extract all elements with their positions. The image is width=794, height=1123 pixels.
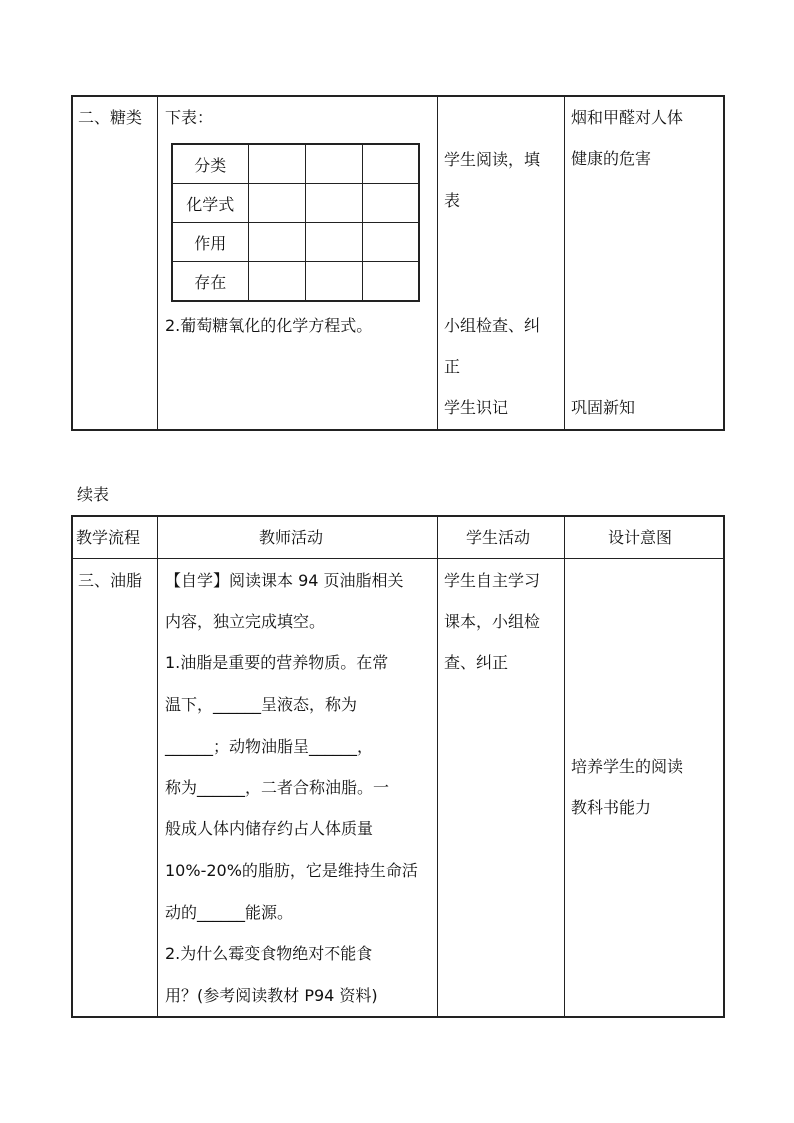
header-intent: 设计意图 (608, 528, 673, 547)
continue-label: 续表 (77, 485, 110, 504)
student-text: 学生阅读，填 (444, 150, 541, 169)
flow-label: 三、油脂 (78, 571, 143, 590)
teacher-line: 1.油脂是重要的营养物质。在常 (165, 653, 389, 672)
teacher-line: 动的______能源。 (165, 903, 294, 922)
teacher-line: 温下，______呈液态，称为 (165, 695, 358, 714)
student-text: 学生识记 (444, 398, 509, 417)
teacher-line: 般成人体内储存约占人体质量 (165, 819, 374, 838)
teacher-line: 用？(参考阅读教材 P94 资料) (165, 986, 378, 1005)
intent-text: 巩固新知 (571, 398, 636, 417)
header-student: 学生活动 (466, 528, 531, 547)
teacher-line: 【自学】阅读课本 94 页油脂相关 (165, 571, 404, 590)
student-text: 小组检查、纠 (444, 316, 541, 335)
student-line: 课本，小组检 (444, 612, 541, 631)
intent-line: 教科书能力 (571, 798, 652, 817)
teacher-line: ______；动物油脂呈______， (165, 737, 374, 756)
student-line: 查、纠正 (444, 653, 509, 672)
row-header: 存在 (172, 262, 248, 302)
student-text: 表 (444, 191, 461, 210)
student-text: 正 (444, 357, 461, 376)
intent-text: 烟和甲醛对人体 (571, 108, 684, 127)
classification-table (171, 143, 420, 302)
teacher-line: 2.为什么霉变食物绝对不能食 (165, 944, 373, 963)
teacher-line: 10%-20%的脂肪，它是维持生命活 (165, 861, 418, 880)
table-row (172, 184, 419, 223)
teacher-item-2: 2.葡萄糖氧化的化学方程式。 (165, 316, 373, 335)
flow-label: 二、糖类 (78, 108, 143, 127)
intent-cell (564, 96, 724, 430)
intent-text: 健康的危害 (571, 149, 652, 168)
table-row (172, 262, 419, 302)
row-header: 分类 (172, 144, 248, 184)
intent-line: 培养学生的阅读 (571, 757, 684, 776)
header-teacher: 教师活动 (259, 528, 324, 547)
table-row (172, 223, 419, 262)
teacher-intro: 下表： (165, 108, 214, 127)
student-cell (437, 96, 564, 430)
student-line: 学生自主学习 (444, 571, 541, 590)
teacher-line: 称为______，二者合称油脂。一 (165, 778, 390, 797)
row-header: 化学式 (172, 184, 248, 223)
header-flow: 教学流程 (76, 528, 141, 547)
row-header: 作用 (172, 223, 248, 262)
teacher-line: 内容，独立完成填空。 (165, 612, 326, 631)
flow-cell (72, 96, 157, 430)
table-row (172, 144, 419, 184)
